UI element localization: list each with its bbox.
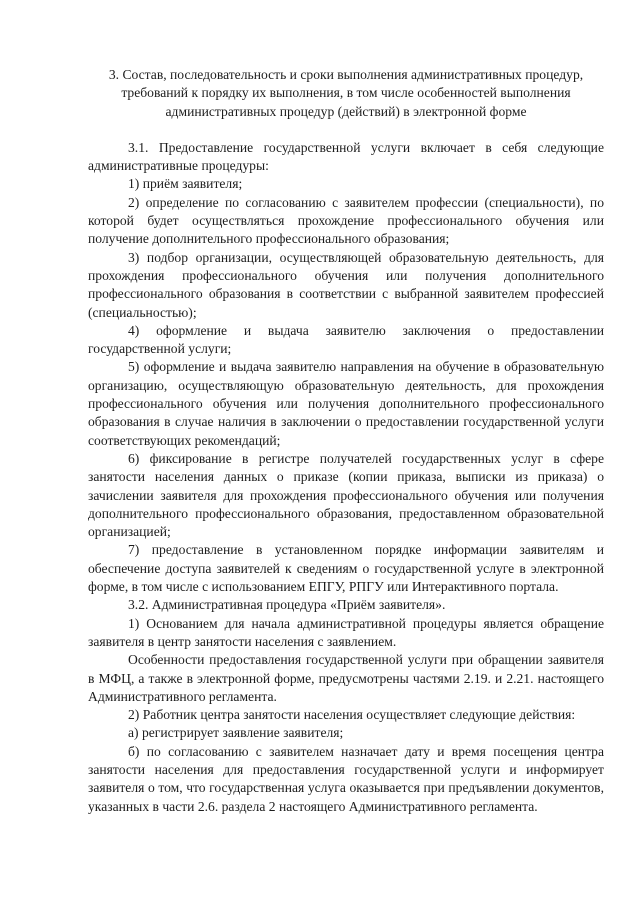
list-item-6: 6) фиксирование в регистре получателей государственных услуг в сфере занятости населения данных о приказе (копии приказа, выписки из приказа) о зачислении заявителя для прохождения профессионального обучения или получения дополнительного профессионального образования, предоставленном образовательной организацией;: [88, 450, 604, 540]
paragraph-3-2-item-2: 2) Работник центра занятости населения осуществляет следующие действия:: [128, 707, 576, 723]
list-item-a: а) регистрирует заявление заявителя;: [128, 725, 344, 741]
list-item-7: 7) предоставление в установленном порядке информации заявителям и обеспечение доступа заявителей к сведениям о государственной услуге в электронной форме, в том числе с использованием ЕПГУ, РПГУ или Интерактивного портала.: [88, 542, 604, 595]
paragraph-3-1: 3.1. Предоставление государственной услуги включает в себя следующие административные процедуры:: [88, 139, 604, 174]
paragraph-3-2-item-1: 1) Основанием для начала административной процедуры является обращение заявителя в центр занятости населения с заявлением.: [88, 615, 604, 649]
section-heading: 3. Состав, последовательность и сроки выполнения административных процедур, требований к порядку их выполнения, в том числе особенностей выполнения административных процедур (действий) в электронной форме: [108, 67, 584, 119]
document-page: [88, 66, 604, 816]
list-item-2: 2) определение по согласованию с заявителем профессии (специальности), по которой будет осуществляться прохождение профессионального обучения или получение дополнительного профессионального образования;: [88, 194, 604, 247]
paragraph-mfc-features: Особенности предоставления государственной услуги при обращении заявителя в МФЦ, а также в электронной форме, предусмотрены частями 2.19. и 2.21. настоящего Административного регламента.: [88, 652, 604, 704]
list-item-5: 5) оформление и выдача заявителю направления на обучение в образовательную организацию, осуществляющую образовательную деятельность, для прохождения профессионального обучения или получения дополнительного профессионального образования в случае наличия в заключении о предоставлении государственной услуги соответствующих рекомендаций;: [88, 359, 604, 448]
list-item-4: 4) оформление и выдача заявителю заключения о предоставлении государственной услуги;: [88, 322, 604, 357]
paragraph-3-2: 3.2. Административная процедура «Приём заявителя».: [128, 597, 446, 613]
list-item-3: 3) подбор организации, осуществляющей образовательную деятельность, для прохождения профессионального обучения или получения дополнительного профессионального образования в соответствии с выбранной заявителем профессией (специальностью);: [88, 249, 604, 320]
list-item-b: б) по согласованию с заявителем назначает дату и время посещения центра занятости населения для предоставления государственной услуги и информирует заявителя о том, что государственная услуга оказывается при предъявлении документов, указанных в части 2.6. раздела 2 настоящего Административного регламента.: [88, 743, 604, 814]
list-item-1: 1) приём заявителя;: [128, 176, 243, 192]
